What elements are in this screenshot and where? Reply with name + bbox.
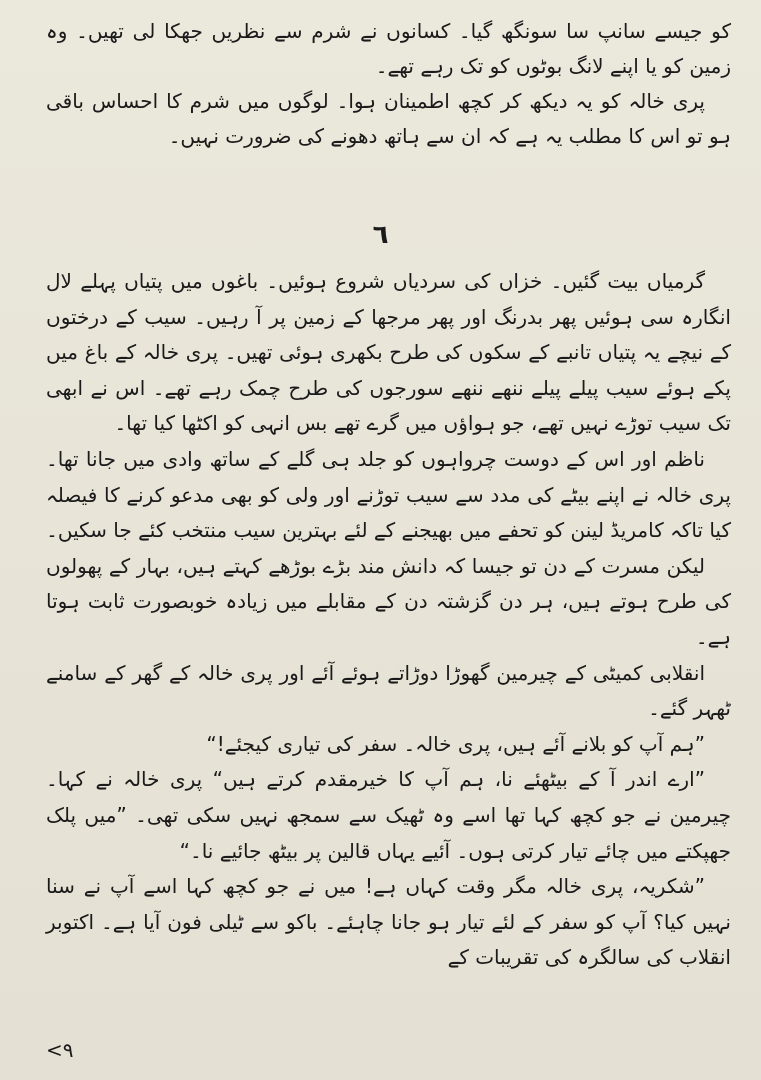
section-one-text [46, 14, 731, 154]
chapter-number: ٦ [372, 220, 389, 250]
paragraph: انقلابی کمیٹی کے چیرمین گھوڑا دوڑاتے ہوئے آئے اور پری خالہ کے گھر کے سامنے ٹھہر گئے۔ [46, 660, 731, 721]
paragraph: ناظم اور اس کے دوست چرواہوں کو جلد ہی گلے کے ساتھ وادی میں جانا تھا۔ پری خالہ نے اپنے بیٹے کی مدد سے سیب توڑنے اور ولی کو بھی مدعو کرنے کا فیصلہ کیا تاکہ کامریڈ لینن کو تحفے میں بھیجنے کے لئے بہترین سیب منتخب کئے جا سکیں۔ [46, 446, 731, 543]
paragraph: لیکن مسرت کے دن تو جیسا کہ دانش مند بڑے بوڑھے کہتے ہیں، بہار کے پھولوں کی طرح ہوتے ہیں، ہر دن گزشتہ دن کے مقابلے میں زیادہ خوبصورت ثابت ہوتا ہے۔ [46, 553, 731, 649]
paragraph: ”ہم آپ کو بلانے آئے ہیں، پری خالہ۔ سفر کی تیاری کیجئے!“ [206, 731, 705, 756]
paragraph: ”شکریہ، پری خالہ مگر وقت کہاں ہے! میں نے جو کچھ کہا اسے آپ نے سنا نہیں کیا؟ آپ کو سفر کے لئے تیار ہو جانا چاہئے۔ باکو سے ٹیلی فون آیا ہے۔ اکتوبر انقلاب کی سالگرہ کی تقریبات کے [46, 874, 731, 970]
paragraph: پری خالہ کو یہ دیکھ کر کچھ اطمینان ہوا۔ لوگوں میں شرم کا احساس باقی ہو تو اس کا مطلب یہ ہے کہ ان سے ہاتھ دھونے کی ضرورت نہیں۔ [46, 89, 731, 148]
paragraph: ”ارے اندر آ کے بیٹھئے نا، ہم آپ کا خیرمقدم کرتے ہیں“ پری خالہ نے کہا۔ چیرمین نے جو کچھ کہا تھا اسے وہ ٹھیک سے سمجھ نہیں سکی تھی۔ ”میں پلک جھپکتے میں چائے تیار کرتی ہوں۔ آئیے یہاں قالین پر بیٹھ جائیے نا۔“ [46, 767, 731, 863]
section-two-text [46, 264, 731, 976]
page-number: <٩ [46, 1038, 74, 1062]
paragraph: گرمیاں بیت گئیں۔ خزاں کی سردیاں شروع ہوئیں۔ باغوں میں پتیاں پہلے لال انگارہ سی ہوئیں پھر بدرنگ اور پھر مرجھا کے زمین پر آ رہیں۔ سیب کے درختوں کے نیچے یہ پتیاں تانبے کے سکوں کی طرح بکھری ہوئی تھیں۔ پری خالہ کے باغ میں پکے ہوئے سیب پیلے پیلے ننھے ننھے سورجوں کی طرح چمک رہے تھے۔ اس نے ابھی تک سیب توڑے نہیں تھے، جو ہواؤں میں گرے تھے بس انہی کو اکٹھا کیا تھا۔ [46, 269, 731, 436]
paragraph: کو جیسے سانپ سا سونگھ گیا۔ کسانوں نے شرم سے نظریں جھکا لی تھیں۔ وہ زمین کو یا اپنے لانگ بوٹوں کو تک رہے تھے۔ [46, 19, 731, 78]
